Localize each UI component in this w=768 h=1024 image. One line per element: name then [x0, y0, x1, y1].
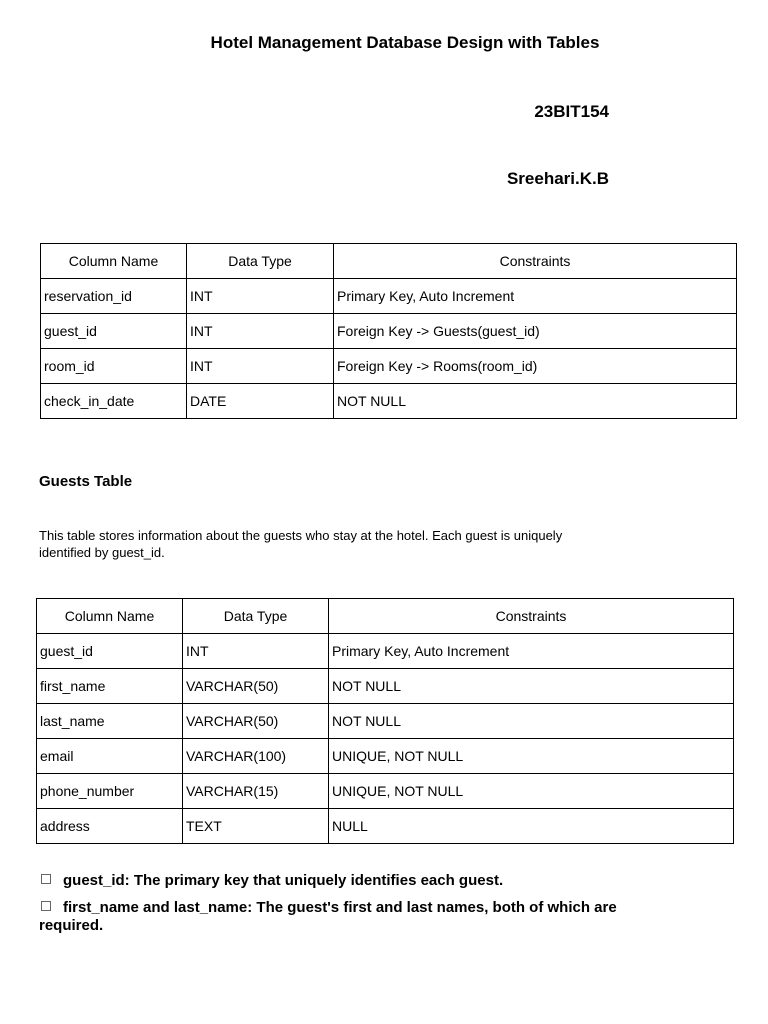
table-cell: VARCHAR(50): [183, 704, 329, 739]
table-cell: room_id: [41, 349, 187, 384]
note-item: [39, 872, 619, 890]
table-cell: NOT NULL: [329, 669, 734, 704]
table-cell: VARCHAR(100): [183, 739, 329, 774]
table-row: [41, 279, 737, 314]
table-cell: DATE: [187, 384, 334, 419]
section-description: This table stores information about the guests who stay at the hotel. Each guest is uniquely identified by guest_id.: [39, 528, 563, 560]
bullet-box-icon: [41, 901, 51, 911]
table-cell: reservation_id: [41, 279, 187, 314]
table-cell: address: [37, 809, 183, 844]
table-cell: VARCHAR(50): [183, 669, 329, 704]
table-cell: Foreign Key -> Rooms(room_id): [334, 349, 737, 384]
table-cell: INT: [183, 634, 329, 669]
table-row: [37, 634, 734, 669]
table-row: [37, 669, 734, 704]
table-cell: email: [37, 739, 183, 774]
author-name: Sreehari.K.B: [506, 169, 609, 188]
table-row: [41, 384, 737, 419]
table-cell: check_in_date: [41, 384, 187, 419]
table-cell: TEXT: [183, 809, 329, 844]
column-header: Data Type: [187, 244, 334, 279]
reservations-table: [40, 243, 737, 419]
student-id: 23BIT154: [534, 102, 609, 121]
table-row: [37, 704, 734, 739]
table-cell: guest_id: [37, 634, 183, 669]
note-text: guest_id: The primary key that uniquely identifies each guest.: [63, 872, 504, 889]
table-cell: NOT NULL: [329, 704, 734, 739]
table-cell: last_name: [37, 704, 183, 739]
column-header: Data Type: [183, 599, 329, 634]
table-row: [41, 349, 737, 384]
table-cell: Foreign Key -> Guests(guest_id): [334, 314, 737, 349]
table-cell: NULL: [329, 809, 734, 844]
table-cell: Primary Key, Auto Increment: [334, 279, 737, 314]
table-row: [41, 314, 737, 349]
table-row: [37, 809, 734, 844]
note-text: first_name and last_name: The guest's first and last names, both of which are required.: [39, 899, 617, 934]
table-cell: INT: [187, 314, 334, 349]
table-cell: first_name: [37, 669, 183, 704]
table-cell: NOT NULL: [334, 384, 737, 419]
column-header: Column Name: [41, 244, 187, 279]
column-header: Constraints: [334, 244, 737, 279]
page-title: Hotel Management Database Design with Tables: [210, 33, 600, 52]
guests-table: [36, 598, 734, 844]
column-header: Column Name: [37, 599, 183, 634]
bullet-box-icon: [41, 874, 51, 884]
table-cell: INT: [187, 279, 334, 314]
table-cell: VARCHAR(15): [183, 774, 329, 809]
table-row: [37, 774, 734, 809]
table-cell: phone_number: [37, 774, 183, 809]
table-cell: INT: [187, 349, 334, 384]
section-heading: Guests Table: [39, 473, 133, 490]
table-cell: UNIQUE, NOT NULL: [329, 774, 734, 809]
table-cell: UNIQUE, NOT NULL: [329, 739, 734, 774]
column-header: Constraints: [329, 599, 734, 634]
note-item: [39, 899, 619, 935]
table-header-row: [37, 599, 734, 634]
table-row: [37, 739, 734, 774]
table-cell: Primary Key, Auto Increment: [329, 634, 734, 669]
table-cell: guest_id: [41, 314, 187, 349]
table-header-row: [41, 244, 737, 279]
